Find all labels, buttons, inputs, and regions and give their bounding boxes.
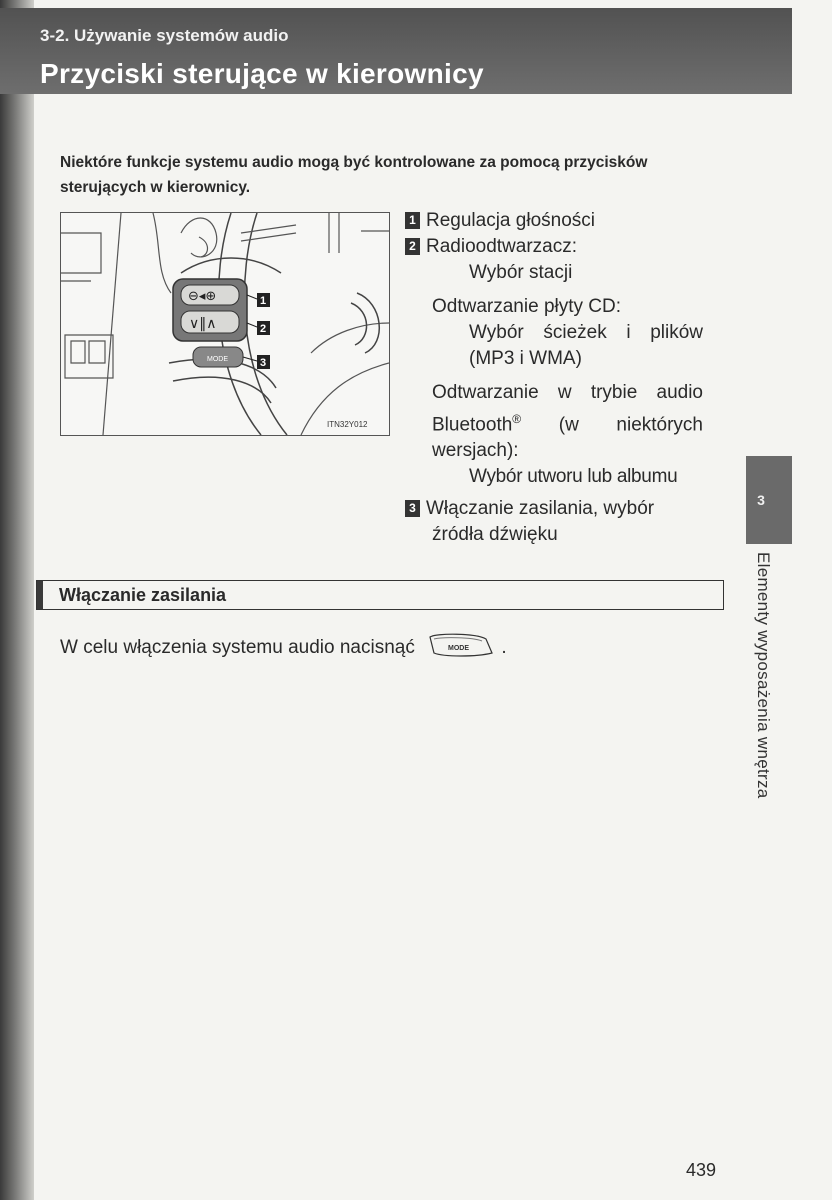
chapter-title: Elementy wyposażenia wnętrza — [754, 552, 773, 799]
figure-marker-1: 1 — [260, 295, 267, 307]
mode-button-label: MODE — [448, 645, 470, 652]
bt-rest: (w niektórych — [558, 414, 703, 436]
control-list — [405, 208, 703, 548]
item3-text-line2: źródła dźwięku — [432, 524, 558, 546]
section-body-text: W celu włączenia systemu audio nacisnąć — [60, 637, 415, 658]
figure-code: ITN32Y012 — [327, 420, 368, 429]
figure-marker-2: 2 — [260, 323, 267, 335]
section-body — [60, 631, 507, 665]
figure-mode-button-label: MODE — [207, 356, 228, 363]
bt-line2 — [405, 406, 703, 438]
section-heading: Włączanie zasilania — [59, 585, 227, 605]
chapter-number: 3 — [757, 492, 765, 508]
mode-button-icon — [426, 631, 496, 665]
figure-marker-3: 3 — [260, 357, 267, 369]
svg-text:⊖◂⊕: ⊖◂⊕ — [188, 289, 217, 304]
item3-text-line1: Włączanie zasilania, wybór — [426, 498, 655, 520]
bt-detail: Wybór utworu lub albumu — [469, 466, 678, 488]
marker-2: 2 — [405, 238, 420, 255]
book-spine-shadow — [0, 0, 34, 1200]
steering-wheel-figure — [60, 212, 390, 436]
section-body-end: . — [501, 637, 507, 658]
radio-detail: Wybór stacji — [469, 262, 573, 283]
item2-text: Radioodtwarzacz: — [426, 236, 578, 257]
cd-detail-line2: (MP3 i WMA) — [469, 348, 582, 369]
section-heading-bar — [37, 581, 43, 609]
cd-detail-line1: Wybór ścieżek i plików — [469, 322, 703, 343]
intro-paragraph: Niektóre funkcje systemu audio mogą być kontrolowane za pomocą przycisków sterujących w kierownicy. — [60, 154, 648, 196]
page-header — [0, 8, 792, 94]
bt-line1: Odtwarzanie w trybie audio — [432, 382, 703, 403]
chapter-tab — [746, 456, 792, 544]
section-heading-box — [36, 580, 724, 610]
marker-1: 1 — [405, 212, 420, 229]
section-label: 3-2. Używanie systemów audio — [40, 26, 289, 45]
item1-text: Regulacja głośności — [426, 210, 595, 231]
svg-text:∨‖∧: ∨‖∧ — [189, 316, 217, 332]
cd-label: Odtwarzanie płyty CD: — [432, 296, 622, 317]
marker-3: 3 — [405, 500, 420, 517]
list-item-radio — [405, 234, 703, 260]
steering-wheel-illustration — [61, 213, 389, 435]
page-number: 439 — [686, 1160, 717, 1180]
bt-word: Bluetooth — [432, 414, 513, 436]
bt-registered: ® — [512, 412, 522, 426]
bt-line3: wersjach): — [432, 440, 519, 462]
list-item-power — [405, 496, 703, 522]
page-title: Przyciski sterujące w kierownicy — [40, 58, 484, 89]
list-item-volume — [405, 208, 703, 234]
